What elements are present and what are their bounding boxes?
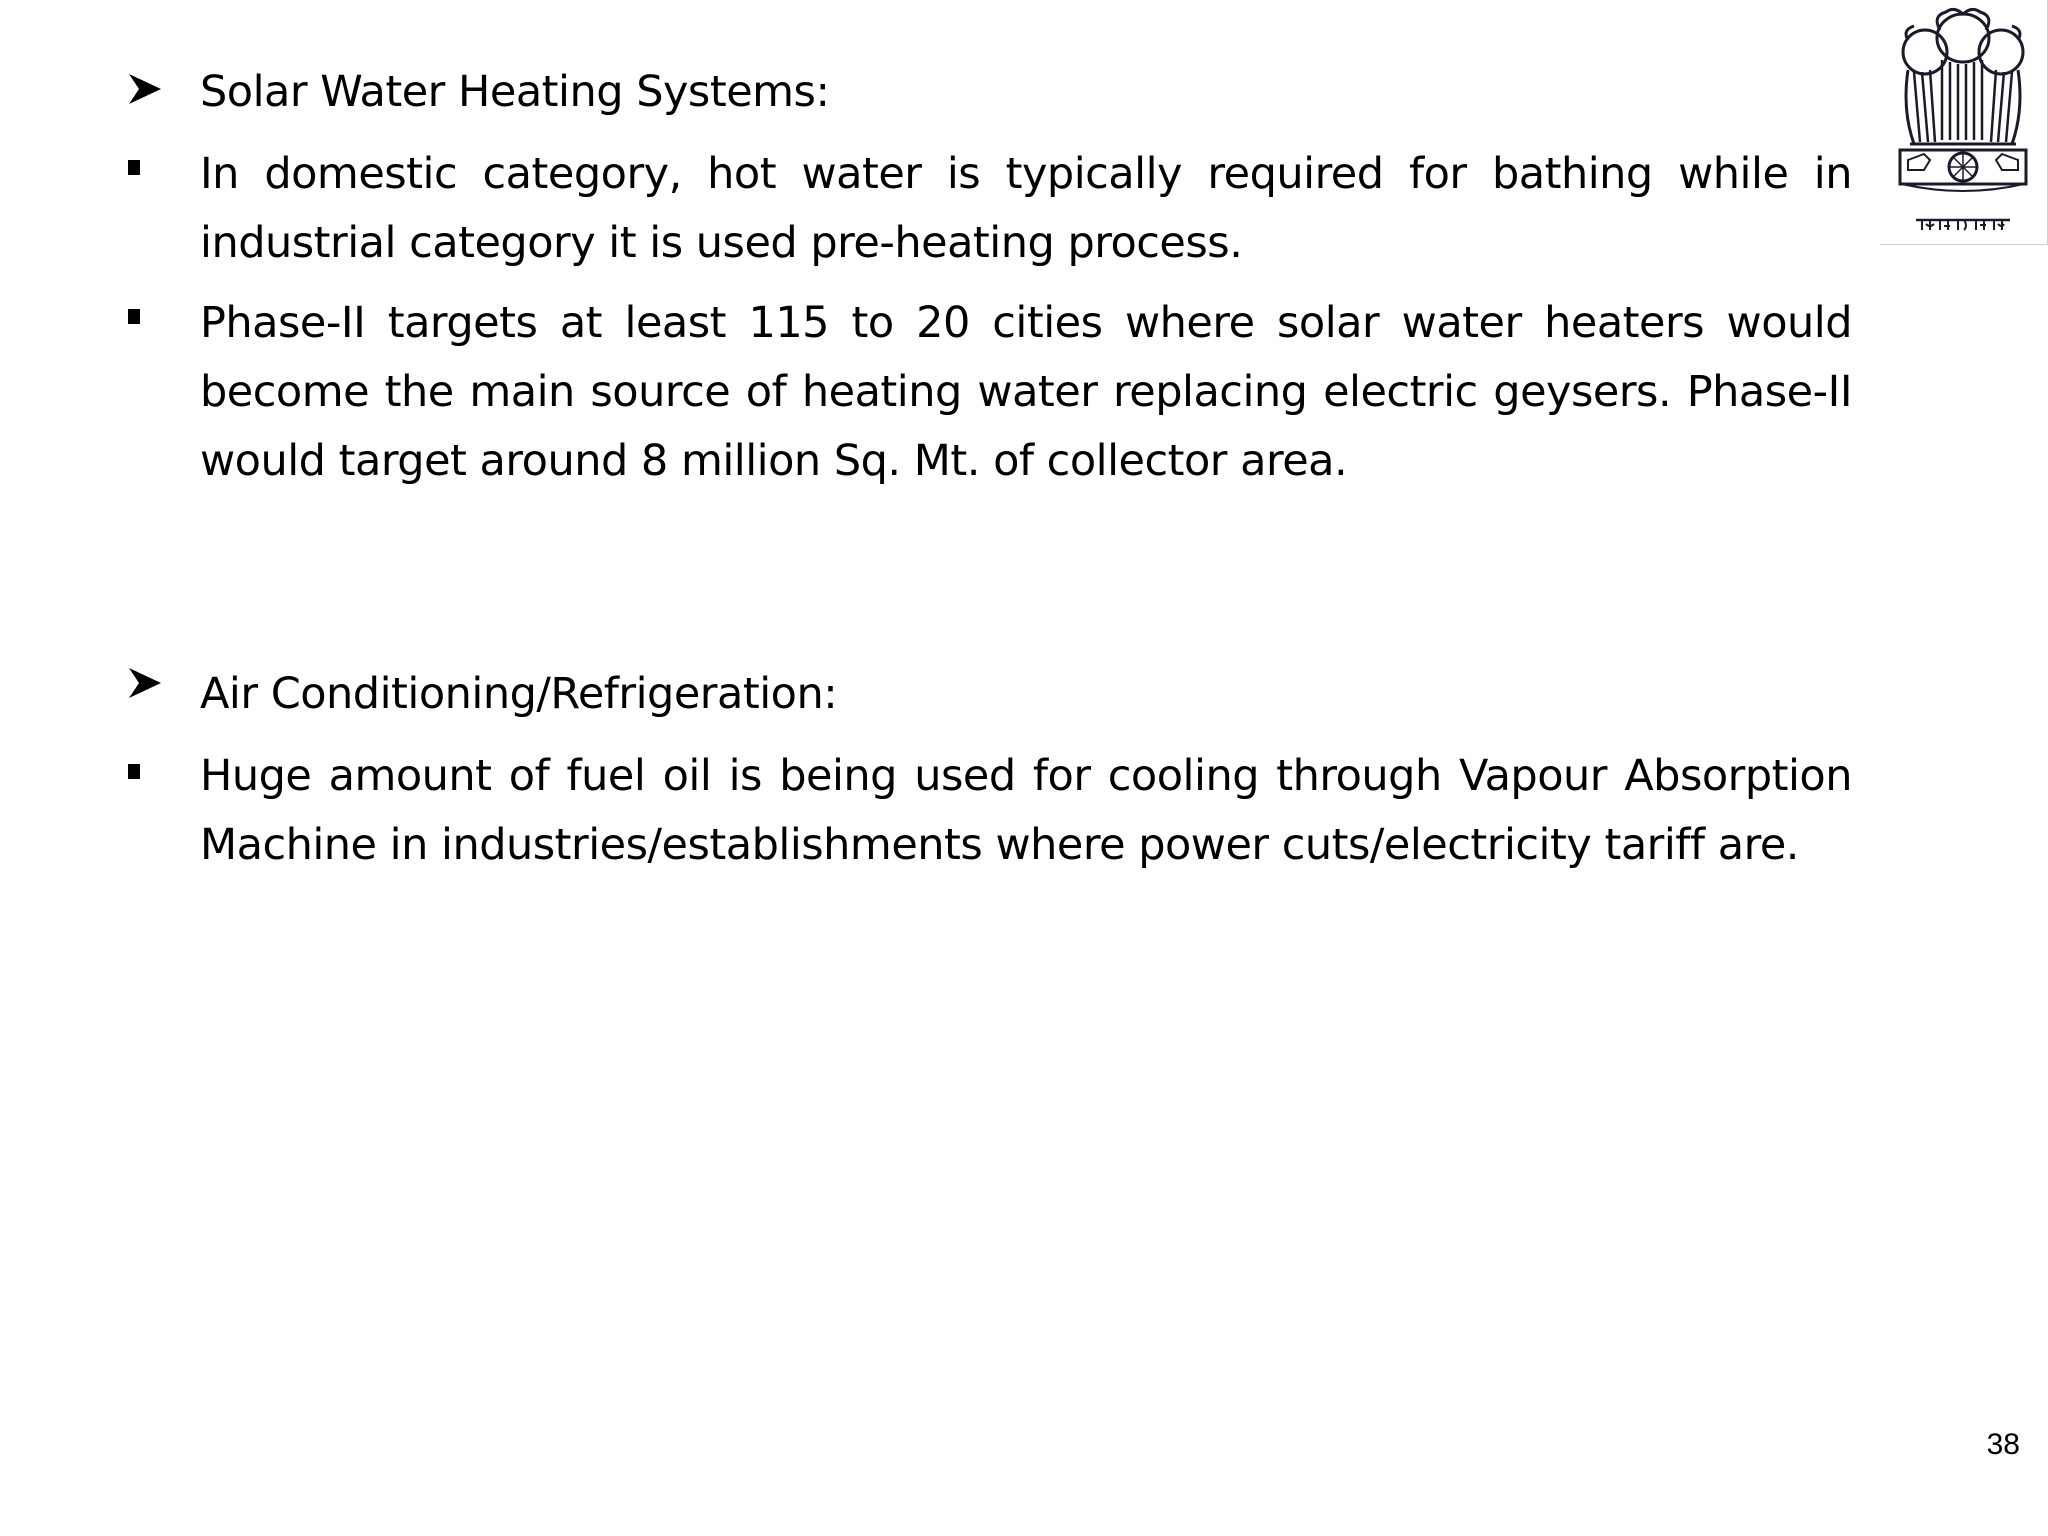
bullet-text: Huge amount of fuel oil is being used for cooling through Vapour Absorption Machine in industries/establishments where power cuts/electricity tariff are. — [200, 751, 1852, 870]
national-emblem-icon — [1880, 0, 2048, 245]
square-bullet-icon — [128, 764, 140, 779]
arrow-bullet-icon — [128, 666, 162, 700]
square-bullet-icon — [128, 309, 140, 324]
bullet-text: Phase-II targets at least 115 to 20 cities where solar water heaters would become the main source of heating water replacing electric geysers. Phase-II would target around 8 million Sq. Mt. of collector area. — [200, 298, 1852, 486]
bullet-text: In domestic category, hot water is typically required for bathing while in industrial category it is used pre-heating process. — [200, 149, 1852, 268]
square-bullet-icon — [128, 160, 140, 175]
section-heading-air-conditioning: Air Conditioning/Refrigeration: — [200, 669, 838, 719]
page-number: 38 — [1986, 1428, 2020, 1461]
arrow-bullet-icon — [128, 72, 162, 106]
section-heading-solar-water-heating: Solar Water Heating Systems: — [200, 67, 830, 117]
